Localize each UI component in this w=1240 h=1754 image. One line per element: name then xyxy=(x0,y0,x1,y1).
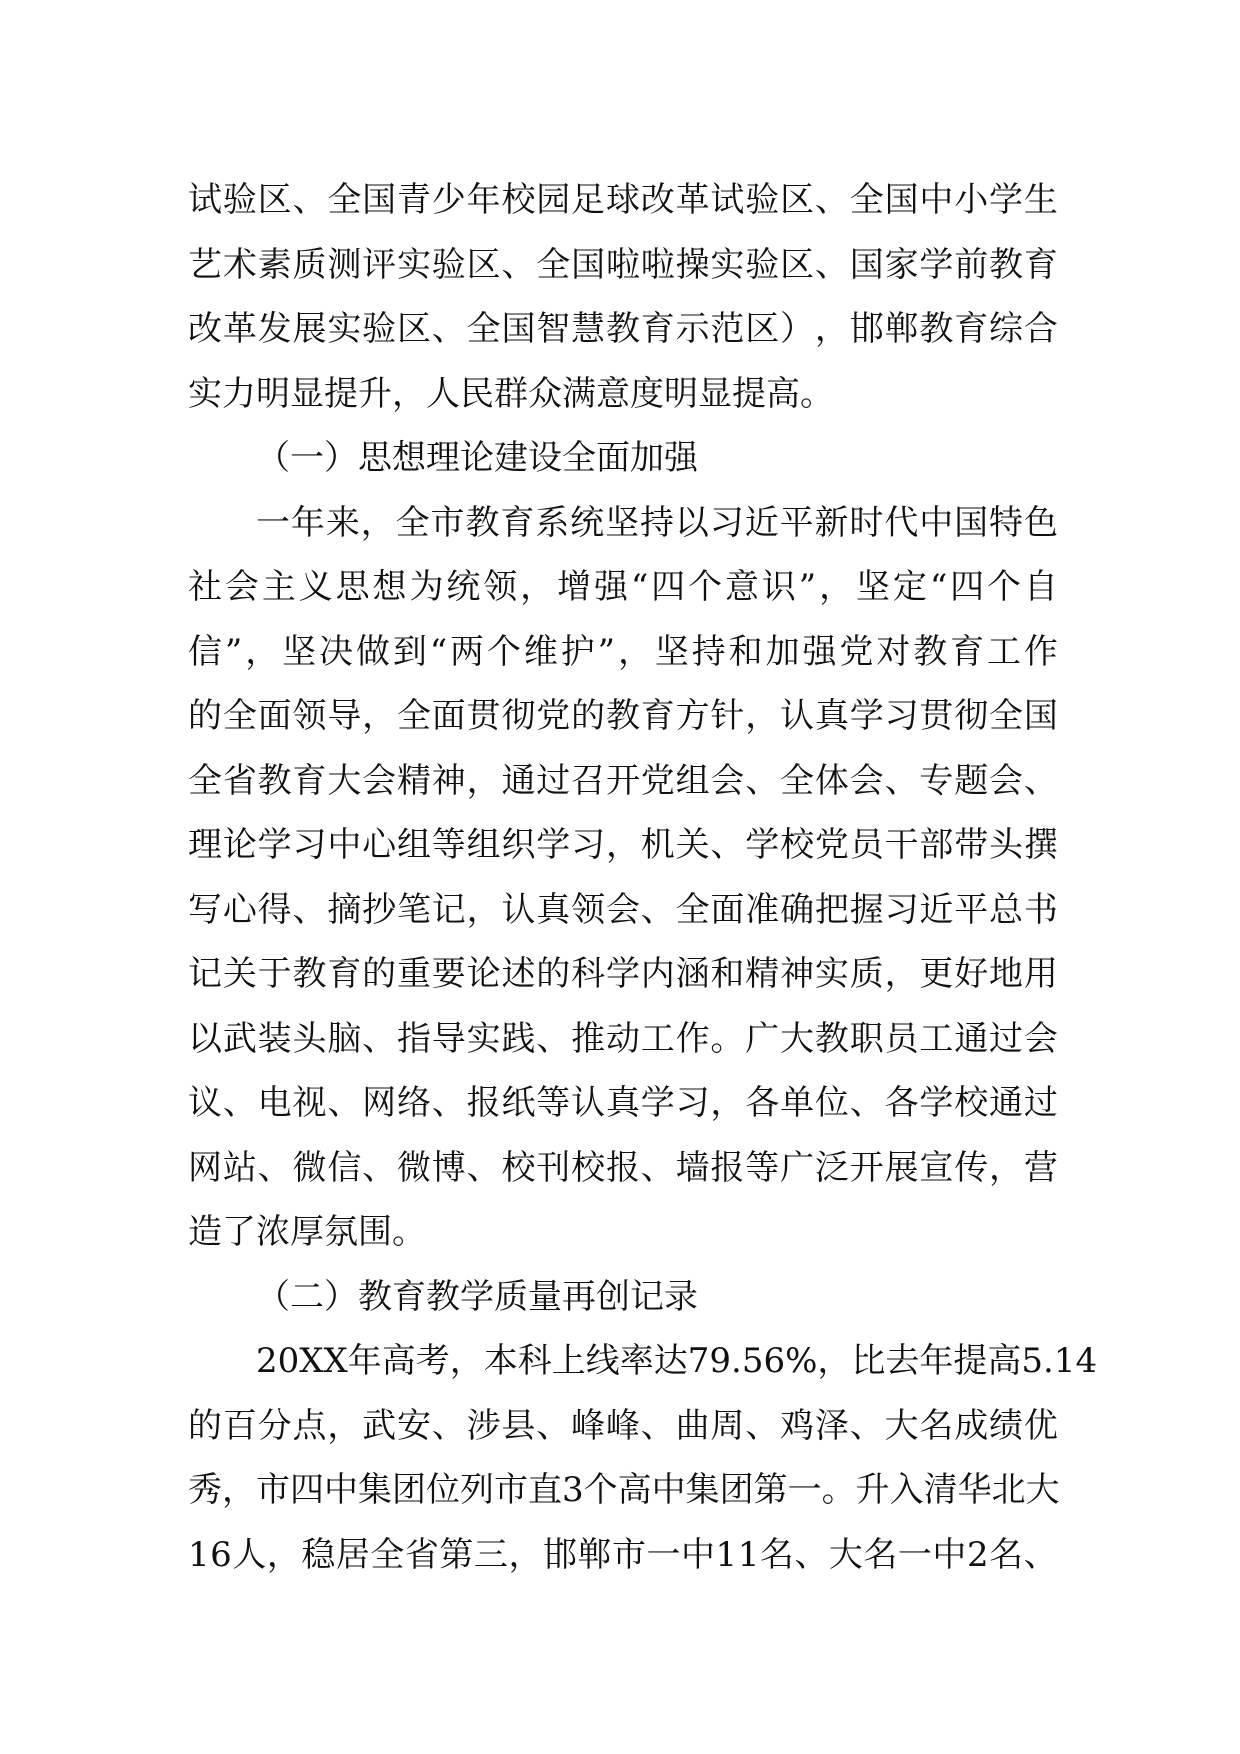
text-line: 秀 ， 市 四 中 集 团 位 列 市 直 3 个 高 中 集 团 第 一 。 升 入 清 华 北 大 xyxy=(188,1470,1060,1510)
text-line: 的 全 面 领 导 ， 全 面 贯 彻 党 的 教 育 方 针 ， 认 真 学 习 贯 彻 全 国 xyxy=(188,696,1058,736)
text-line: 记 关 于 教 育 的 重 要 论 述 的 科 学 内 涵 和 精 神 实 质 ， 更 好 地 用 xyxy=(188,954,1058,994)
text-line: 一 年 来 ， 全 市 教 育 系 统 坚 持 以 习 近 平 新 时 代 中 国 特 色 xyxy=(256,502,1058,543)
text-line: 艺 术 素 质 测 评 实 验 区 、 全 国 啦 啦 操 实 验 区 、 国 家 学 前 教 育 xyxy=(188,244,1058,285)
paragraph-theory xyxy=(188,491,1058,1265)
text-line: 试 验 区 、 全 国 青 少 年 校 园 足 球 改 革 试 验 区 、 全 国 中 小 学 生 xyxy=(188,180,1058,220)
text-line: 全 省 教 育 大 会 精 神 ， 通 过 召 开 党 组 会 、 全 体 会 、 专 题 会 、 xyxy=(188,760,1058,801)
text-line: 网 站 、 微 信 、 微 博 、 校 刊 校 报 、 墙 报 等 广 泛 开 展 宣 传 ， 营 xyxy=(188,1147,1058,1188)
text-line: 2 0 X X 年 高 考 ， 本 科 上 线 率 达 7 9 . 5 6 % ， 比 去 年 提 高 5 . 1 4 xyxy=(256,1341,1098,1381)
text-line: 1 6 人 ， 稳 居 全 省 第 三 ， 邯 郸 市 一 中 1 1 名 、 大 名 一 中 2 名 、 xyxy=(188,1534,1058,1575)
text-line: 的 百 分 点 ， 武 安 、 涉 县 、 峰 峰 、 曲 周 、 鸡 泽 、 大 名 成 绩 优 xyxy=(188,1405,1058,1446)
text-line: 议 、 电 视 、 网 络 、 报 纸 等 认 真 学 习 ， 各 单 位 、 各 学 校 通 过 xyxy=(188,1083,1058,1123)
document-body xyxy=(188,168,1098,1587)
paragraph-quality xyxy=(188,1329,1098,1587)
text-line: 信 ” ， 坚 决 做 到 “ 两 个 维 护 ” ， 坚 持 和 加 强 党 对 教 育 工 作 xyxy=(188,631,1058,672)
paragraph-continuation xyxy=(188,168,1058,426)
section-heading-1: （一）思想理论建设全面加强 xyxy=(256,438,698,478)
text-line: 改 革 发 展 实 验 区 、 全 国 智 慧 教 育 示 范 区 ） ， 邯 郸 教 育 综 合 xyxy=(188,309,1058,349)
text-line: 实力明显提升，人民群众满意度明显提高。 xyxy=(188,373,834,414)
text-line: 造了浓厚氛围。 xyxy=(188,1212,426,1252)
text-line: 社 会 主 义 思 想 为 统 领 ， 增 强 “ 四 个 意 识 ” ， 坚 定 “ 四 个 自 xyxy=(188,567,1058,607)
text-line: 以 武 装 头 脑 、 指 导 实 践 、 推 动 工 作 。 广 大 教 职 员 工 通 过 会 xyxy=(188,1018,1058,1059)
text-line: 理 论 学 习 中 心 组 等 组 织 学 习 ， 机 关 、 学 校 党 员 干 部 带 头 撰 xyxy=(188,825,1058,865)
section-heading-2: （二）教育教学质量再创记录 xyxy=(256,1276,698,1317)
text-line: 写 心 得 、 摘 抄 笔 记 ， 认 真 领 会 、 全 面 准 确 把 握 习 近 平 总 书 xyxy=(188,889,1058,930)
